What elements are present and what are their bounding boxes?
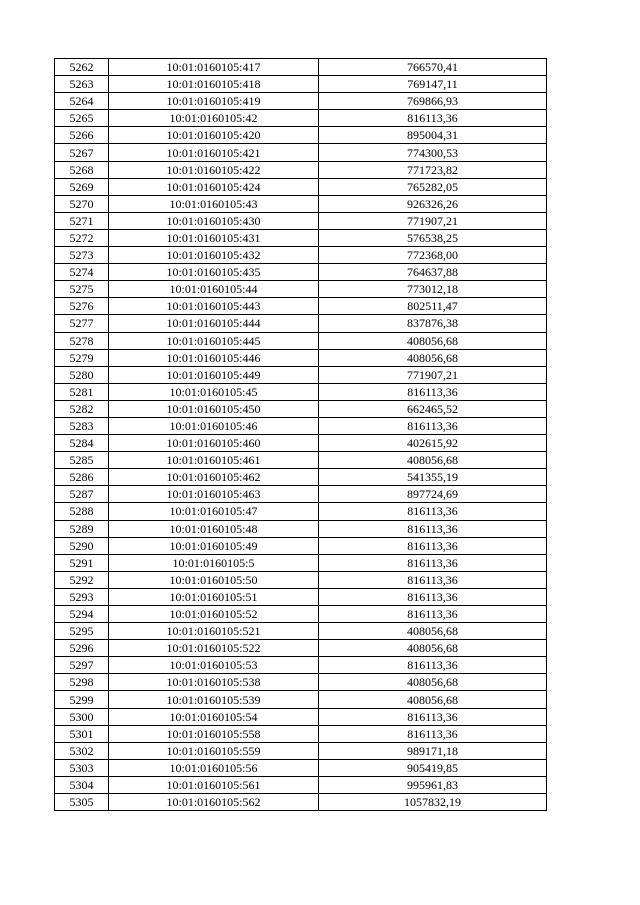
- table-row: [55, 486, 547, 503]
- cadastral-number-cell: 10:01:0160105:56: [109, 759, 319, 776]
- value-cell: 774300,53: [319, 144, 547, 161]
- table-row: [55, 110, 547, 127]
- cadastral-number-cell: 10:01:0160105:461: [109, 452, 319, 469]
- value-cell: 816113,36: [319, 571, 547, 588]
- cadastral-number-cell: 10:01:0160105:460: [109, 435, 319, 452]
- cadastral-number-cell: 10:01:0160105:47: [109, 503, 319, 520]
- table-row: [55, 674, 547, 691]
- value-cell: 765282,05: [319, 178, 547, 195]
- value-cell: 816113,36: [319, 520, 547, 537]
- cadastral-number-cell: 10:01:0160105:435: [109, 264, 319, 281]
- cadastral-number-cell: 10:01:0160105:424: [109, 178, 319, 195]
- row-number-cell: 5265: [55, 110, 109, 127]
- value-cell: 816113,36: [319, 537, 547, 554]
- cadastral-number-cell: 10:01:0160105:54: [109, 708, 319, 725]
- table-row: [55, 349, 547, 366]
- row-number-cell: 5278: [55, 332, 109, 349]
- cadastral-number-cell: 10:01:0160105:48: [109, 520, 319, 537]
- cadastral-number-cell: 10:01:0160105:46: [109, 417, 319, 434]
- table-row: [55, 537, 547, 554]
- table-row: [55, 212, 547, 229]
- table-row: [55, 794, 547, 811]
- value-cell: 816113,36: [319, 503, 547, 520]
- row-number-cell: 5290: [55, 537, 109, 554]
- row-number-cell: 5299: [55, 691, 109, 708]
- value-cell: 926326,26: [319, 195, 547, 212]
- cadastral-number-cell: 10:01:0160105:52: [109, 606, 319, 623]
- row-number-cell: 5277: [55, 315, 109, 332]
- row-number-cell: 5284: [55, 435, 109, 452]
- cadastral-number-cell: 10:01:0160105:420: [109, 127, 319, 144]
- value-cell: 1057832,19: [319, 794, 547, 811]
- table-row: [55, 229, 547, 246]
- table-body: [55, 59, 547, 811]
- value-cell: 989171,18: [319, 742, 547, 759]
- row-number-cell: 5266: [55, 127, 109, 144]
- row-number-cell: 5268: [55, 161, 109, 178]
- value-cell: 408056,68: [319, 691, 547, 708]
- cadastral-number-cell: 10:01:0160105:432: [109, 247, 319, 264]
- value-cell: 905419,85: [319, 759, 547, 776]
- cadastral-number-cell: 10:01:0160105:539: [109, 691, 319, 708]
- table-row: [55, 588, 547, 605]
- value-cell: 408056,68: [319, 349, 547, 366]
- cadastral-number-cell: 10:01:0160105:45: [109, 383, 319, 400]
- cadastral-number-cell: 10:01:0160105:445: [109, 332, 319, 349]
- cadastral-number-cell: 10:01:0160105:51: [109, 588, 319, 605]
- value-cell: 771907,21: [319, 212, 547, 229]
- value-cell: 408056,68: [319, 640, 547, 657]
- table-row: [55, 298, 547, 315]
- cadastral-number-cell: 10:01:0160105:430: [109, 212, 319, 229]
- row-number-cell: 5294: [55, 606, 109, 623]
- table-row: [55, 417, 547, 434]
- table-row: [55, 742, 547, 759]
- table-row: [55, 776, 547, 793]
- data-table: [54, 58, 547, 811]
- cadastral-number-cell: 10:01:0160105:5: [109, 554, 319, 571]
- cadastral-number-cell: 10:01:0160105:50: [109, 571, 319, 588]
- table-row: [55, 657, 547, 674]
- value-cell: 895004,31: [319, 127, 547, 144]
- table-row: [55, 400, 547, 417]
- cadastral-number-cell: 10:01:0160105:443: [109, 298, 319, 315]
- value-cell: 802511,47: [319, 298, 547, 315]
- table-row: [55, 469, 547, 486]
- value-cell: 769147,11: [319, 76, 547, 93]
- row-number-cell: 5289: [55, 520, 109, 537]
- value-cell: 408056,68: [319, 332, 547, 349]
- row-number-cell: 5280: [55, 366, 109, 383]
- cadastral-number-cell: 10:01:0160105:463: [109, 486, 319, 503]
- table-row: [55, 144, 547, 161]
- cadastral-number-cell: 10:01:0160105:431: [109, 229, 319, 246]
- row-number-cell: 5303: [55, 759, 109, 776]
- row-number-cell: 5279: [55, 349, 109, 366]
- cadastral-number-cell: 10:01:0160105:521: [109, 623, 319, 640]
- cadastral-number-cell: 10:01:0160105:419: [109, 93, 319, 110]
- cadastral-number-cell: 10:01:0160105:53: [109, 657, 319, 674]
- row-number-cell: 5296: [55, 640, 109, 657]
- value-cell: 816113,36: [319, 708, 547, 725]
- value-cell: 995961,83: [319, 776, 547, 793]
- value-cell: 837876,38: [319, 315, 547, 332]
- row-number-cell: 5287: [55, 486, 109, 503]
- cadastral-number-cell: 10:01:0160105:450: [109, 400, 319, 417]
- value-cell: 576538,25: [319, 229, 547, 246]
- cadastral-number-cell: 10:01:0160105:43: [109, 195, 319, 212]
- value-cell: 408056,68: [319, 452, 547, 469]
- cadastral-number-cell: 10:01:0160105:422: [109, 161, 319, 178]
- value-cell: 897724,69: [319, 486, 547, 503]
- table-row: [55, 759, 547, 776]
- value-cell: 816113,36: [319, 657, 547, 674]
- row-number-cell: 5297: [55, 657, 109, 674]
- value-cell: 408056,68: [319, 623, 547, 640]
- table-row: [55, 691, 547, 708]
- cadastral-number-cell: 10:01:0160105:446: [109, 349, 319, 366]
- value-cell: 816113,36: [319, 725, 547, 742]
- row-number-cell: 5298: [55, 674, 109, 691]
- row-number-cell: 5275: [55, 281, 109, 298]
- value-cell: 771723,82: [319, 161, 547, 178]
- table-row: [55, 76, 547, 93]
- table-row: [55, 520, 547, 537]
- row-number-cell: 5285: [55, 452, 109, 469]
- row-number-cell: 5302: [55, 742, 109, 759]
- value-cell: 816113,36: [319, 554, 547, 571]
- table-row: [55, 264, 547, 281]
- value-cell: 816113,36: [319, 588, 547, 605]
- table-row: [55, 623, 547, 640]
- table-row: [55, 640, 547, 657]
- cadastral-number-cell: 10:01:0160105:421: [109, 144, 319, 161]
- table-row: [55, 195, 547, 212]
- value-cell: 773012,18: [319, 281, 547, 298]
- value-cell: 408056,68: [319, 674, 547, 691]
- cadastral-number-cell: 10:01:0160105:449: [109, 366, 319, 383]
- table-row: [55, 366, 547, 383]
- cadastral-number-cell: 10:01:0160105:538: [109, 674, 319, 691]
- table-row: [55, 606, 547, 623]
- cadastral-number-cell: 10:01:0160105:522: [109, 640, 319, 657]
- cadastral-number-cell: 10:01:0160105:42: [109, 110, 319, 127]
- value-cell: 541355,19: [319, 469, 547, 486]
- value-cell: 816113,36: [319, 417, 547, 434]
- row-number-cell: 5291: [55, 554, 109, 571]
- row-number-cell: 5273: [55, 247, 109, 264]
- row-number-cell: 5272: [55, 229, 109, 246]
- row-number-cell: 5305: [55, 794, 109, 811]
- cadastral-number-cell: 10:01:0160105:562: [109, 794, 319, 811]
- cadastral-number-cell: 10:01:0160105:418: [109, 76, 319, 93]
- row-number-cell: 5293: [55, 588, 109, 605]
- table-row: [55, 247, 547, 264]
- value-cell: 816113,36: [319, 606, 547, 623]
- row-number-cell: 5269: [55, 178, 109, 195]
- row-number-cell: 5295: [55, 623, 109, 640]
- table-row: [55, 503, 547, 520]
- row-number-cell: 5274: [55, 264, 109, 281]
- table-row: [55, 554, 547, 571]
- row-number-cell: 5281: [55, 383, 109, 400]
- row-number-cell: 5304: [55, 776, 109, 793]
- row-number-cell: 5300: [55, 708, 109, 725]
- value-cell: 771907,21: [319, 366, 547, 383]
- row-number-cell: 5262: [55, 59, 109, 76]
- value-cell: 816113,36: [319, 110, 547, 127]
- value-cell: 764637,88: [319, 264, 547, 281]
- table-row: [55, 315, 547, 332]
- row-number-cell: 5301: [55, 725, 109, 742]
- cadastral-number-cell: 10:01:0160105:49: [109, 537, 319, 554]
- table-row: [55, 93, 547, 110]
- row-number-cell: 5263: [55, 76, 109, 93]
- table-row: [55, 571, 547, 588]
- value-cell: 816113,36: [319, 383, 547, 400]
- row-number-cell: 5282: [55, 400, 109, 417]
- table-row: [55, 383, 547, 400]
- row-number-cell: 5267: [55, 144, 109, 161]
- value-cell: 769866,93: [319, 93, 547, 110]
- table-row: [55, 281, 547, 298]
- value-cell: 402615,92: [319, 435, 547, 452]
- value-cell: 662465,52: [319, 400, 547, 417]
- cadastral-number-cell: 10:01:0160105:444: [109, 315, 319, 332]
- cadastral-number-cell: 10:01:0160105:417: [109, 59, 319, 76]
- row-number-cell: 5283: [55, 417, 109, 434]
- table-row: [55, 127, 547, 144]
- row-number-cell: 5270: [55, 195, 109, 212]
- table-row: [55, 332, 547, 349]
- table-row: [55, 708, 547, 725]
- cadastral-number-cell: 10:01:0160105:561: [109, 776, 319, 793]
- table-row: [55, 59, 547, 76]
- row-number-cell: 5292: [55, 571, 109, 588]
- table-row: [55, 178, 547, 195]
- cadastral-number-cell: 10:01:0160105:462: [109, 469, 319, 486]
- cadastral-number-cell: 10:01:0160105:558: [109, 725, 319, 742]
- table-row: [55, 725, 547, 742]
- value-cell: 766570,41: [319, 59, 547, 76]
- row-number-cell: 5271: [55, 212, 109, 229]
- row-number-cell: 5276: [55, 298, 109, 315]
- table-row: [55, 161, 547, 178]
- cadastral-number-cell: 10:01:0160105:44: [109, 281, 319, 298]
- row-number-cell: 5264: [55, 93, 109, 110]
- row-number-cell: 5286: [55, 469, 109, 486]
- table-row: [55, 435, 547, 452]
- row-number-cell: 5288: [55, 503, 109, 520]
- cadastral-number-cell: 10:01:0160105:559: [109, 742, 319, 759]
- table-row: [55, 452, 547, 469]
- value-cell: 772368,00: [319, 247, 547, 264]
